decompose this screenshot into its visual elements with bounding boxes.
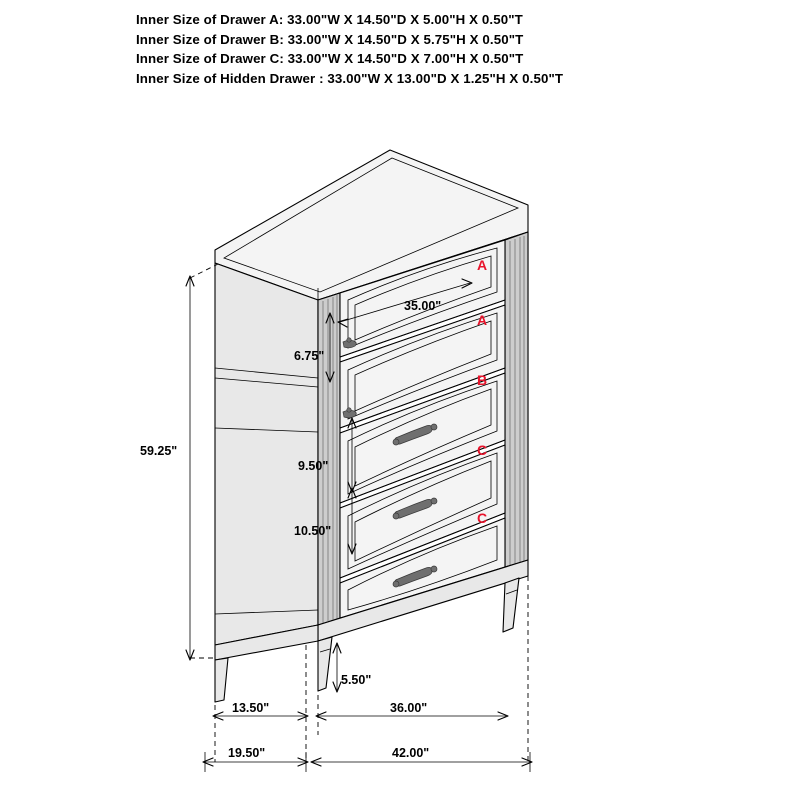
spec-line-drawer-a: Inner Size of Drawer A: 33.00"W X 14.50"D X 5.00"H X 0.50"T	[136, 12, 523, 27]
chest-right-stile	[505, 232, 528, 567]
drawer-label-c-2: C	[477, 510, 488, 526]
dim-label-drawer-c-height: 10.50"	[294, 524, 332, 538]
spec-line-drawer-c: Inner Size of Drawer C: 33.00"W X 14.50"D X 7.00"H X 0.50"T	[136, 51, 524, 66]
leg-front-left	[318, 637, 332, 691]
dim-label-base-width: 42.00"	[392, 746, 430, 760]
dim-label-top-width: 35.00"	[404, 299, 442, 313]
drawer-label-a-2: A	[477, 312, 488, 328]
dim-label-leg-height: 5.50"	[341, 673, 372, 687]
spec-line-drawer-b: Inner Size of Drawer B: 33.00"W X 14.50"D X 5.75"H X 0.50"T	[136, 31, 524, 47]
leg-rear-left	[215, 658, 228, 702]
drawer-label-a-1: A	[477, 257, 488, 273]
drawer-label-b: B	[477, 372, 488, 388]
dim-label-base-depth: 19.50"	[228, 746, 266, 760]
chest-illustration	[215, 150, 528, 702]
leg-front-right	[503, 578, 519, 632]
dim-label-overall-height: 59.25"	[140, 444, 178, 458]
drawer-label-c-1: C	[477, 442, 488, 458]
dim-height-ext-top	[190, 264, 218, 278]
dim-label-drawer-b-height: 9.50"	[298, 459, 329, 473]
chest-left-side-panel	[215, 263, 318, 645]
spec-line-hidden-drawer: Inner Size of Hidden Drawer : 33.00"W X 13.00"D X 1.25"H X 0.50"T	[136, 70, 564, 86]
dim-label-drawer-a-height: 6.75"	[294, 349, 325, 363]
dim-label-side-depth: 13.50"	[232, 701, 270, 715]
dim-label-front-width: 36.00"	[390, 701, 428, 715]
